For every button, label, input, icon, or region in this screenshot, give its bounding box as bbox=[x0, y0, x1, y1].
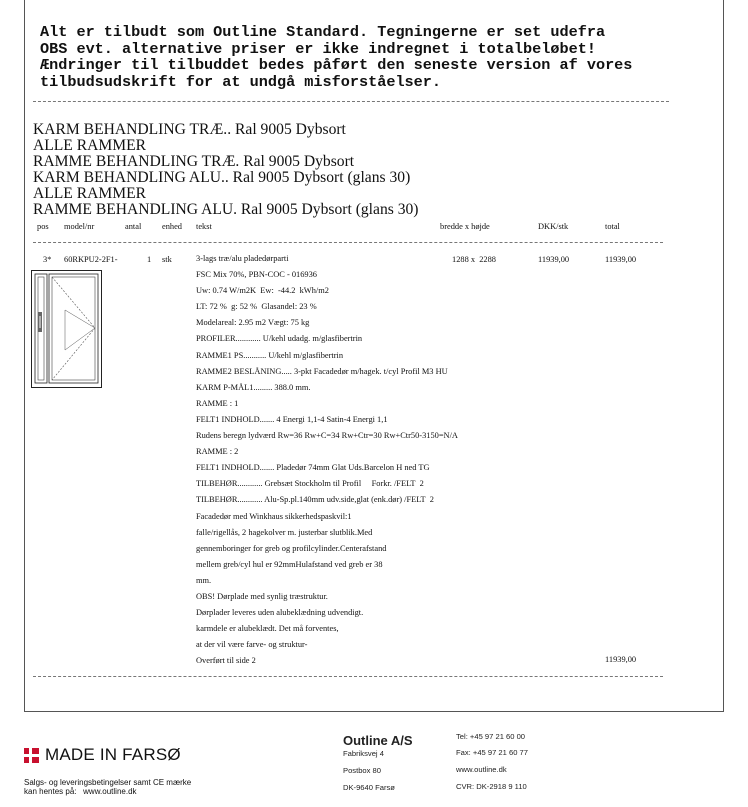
terms-line: Salgs- og leveringsbetingelser samt CE mærke bbox=[24, 778, 192, 787]
desc-line: Rudens beregn lydværd Rw=36 Rw+C=34 Rw+Ctr=30 Rw+Ctr50-3150=N/A bbox=[196, 431, 458, 441]
desc-line: FSC Mix 70%, PBN-COC - 016936 bbox=[196, 270, 317, 280]
company-tel: Tel: +45 97 21 60 00 bbox=[456, 732, 526, 741]
desc-line: falle/rigellås, 2 hagekolver m. justerbar slutblik.Med bbox=[196, 527, 373, 537]
notice-line: Ændringer til tilbuddet bedes påført den seneste version af vores bbox=[40, 56, 633, 74]
company-cvr: CVR: DK-2918 9 110 bbox=[456, 782, 527, 791]
terms-line: kan hentes på: www.outline.dk bbox=[24, 786, 137, 796]
company-name: Outline A/S bbox=[343, 733, 413, 748]
company-city: DK-9640 Farsø bbox=[343, 783, 395, 792]
treatment-block bbox=[33, 122, 713, 218]
desc-line: OBS! Dørplade med synlig træstruktur. bbox=[196, 591, 328, 601]
item-description bbox=[196, 251, 656, 669]
notice-line: Alt er tilbudt som Outline Standard. Tegningerne er set udefra bbox=[40, 23, 606, 41]
item-total: 11939,00 bbox=[605, 255, 637, 264]
desc-line: at der vil være farve- og struktur- bbox=[196, 640, 308, 650]
notice-line: tilbudsudskrift for at undgå misforståelser. bbox=[40, 72, 442, 91]
desc-line: karmdele er alubeklædt. Det må forventes, bbox=[196, 624, 339, 634]
danish-flag-icon bbox=[24, 748, 39, 763]
desc-line: FELT1 INDHOLD....... Pladedør 74mm Glat Uds.Barcelon H ned TG bbox=[196, 463, 430, 473]
treatment-line: KARM BEHANDLING ALU.. Ral 9005 Dybsort (glans 30) bbox=[33, 169, 411, 186]
col-text: tekst bbox=[196, 222, 212, 231]
col-unit: enhed bbox=[162, 222, 182, 231]
door-drawing bbox=[31, 270, 103, 388]
desc-line: 3-lags træ/alu pladedørparti bbox=[196, 254, 289, 263]
company-street: Fabriksvej 4 bbox=[343, 749, 384, 758]
brand-logo bbox=[24, 745, 181, 765]
company-web: www.outline.dk bbox=[456, 765, 507, 774]
desc-line: RAMME2 BESLÅNING..... 3-pkt Facadedør m/hagek. t/cyl Profil M3 HU bbox=[196, 366, 448, 376]
desc-line: RAMME1 PS........... U/kehl m/glasfibertrin bbox=[196, 350, 344, 360]
desc-line: KARM P-MÅL1......... 388.0 mm. bbox=[196, 382, 311, 392]
item-model: 60RKPU2-2F1- bbox=[64, 255, 118, 264]
desc-line: PROFILER............ U/kehl udadg. m/glasfibertrin bbox=[196, 334, 363, 344]
desc-line: FELT1 INDHOLD....... 4 Energi 1,1-4 Satin-4 Energi 1,1 bbox=[196, 414, 388, 424]
desc-line: mm. bbox=[196, 575, 212, 585]
item-pos: 3* bbox=[43, 255, 52, 264]
desc-line: LT: 72 % g: 52 % Glasandel: 23 % bbox=[196, 302, 317, 312]
col-total: total bbox=[605, 222, 620, 231]
col-size: bredde x højde bbox=[440, 222, 490, 231]
divider bbox=[33, 242, 663, 243]
desc-line: TILBEHØR............ Alu-Sp.pl.140mm udv.side,glat (enk.dør) /FELT 2 bbox=[196, 495, 434, 505]
carry-total: 11939,00 bbox=[605, 655, 637, 664]
divider bbox=[33, 676, 663, 677]
item-size: 1288 x 2288 bbox=[452, 255, 496, 264]
treatment-line: ALLE RAMMER bbox=[33, 185, 147, 202]
col-qty: antal bbox=[125, 222, 142, 231]
company-postbox: Postbox 80 bbox=[343, 766, 381, 775]
treatment-line: RAMME BEHANDLING ALU. Ral 9005 Dybsort (glans 30) bbox=[33, 201, 419, 218]
treatment-line: ALLE RAMMER bbox=[33, 137, 147, 154]
col-pos: pos bbox=[37, 222, 49, 231]
desc-line: Facadedør med Winkhaus sikkerhedspaskvil:1 bbox=[196, 511, 352, 521]
desc-line: gennemboringer for greb og profilcylinder.Centerafstand bbox=[196, 543, 387, 553]
notice-line: OBS evt. alternative priser er ikke indregnet i totalbeløbet! bbox=[40, 39, 596, 58]
desc-line: Uw: 0.74 W/m2K Ew: -44.2 kWh/m2 bbox=[196, 286, 329, 296]
divider bbox=[33, 101, 669, 102]
desc-line: Dørplader leveres uden alubeklædning udvendigt. bbox=[196, 608, 364, 618]
item-qty: 1 bbox=[147, 255, 152, 264]
treatment-line: RAMME BEHANDLING TRÆ. Ral 9005 Dybsort bbox=[33, 153, 355, 170]
door-panel bbox=[52, 277, 95, 380]
desc-line: mellem greb/cyl hul er 92mmHulafstand ved greb er 38 bbox=[196, 559, 383, 569]
desc-line: RAMME : 2 bbox=[196, 447, 239, 457]
item-price: 11939,00 bbox=[538, 255, 570, 264]
company-fax: Fax: +45 97 21 60 77 bbox=[456, 748, 528, 757]
brand-text: MADE IN FARSØ bbox=[45, 745, 181, 764]
notice-block bbox=[40, 24, 720, 90]
terms-text bbox=[24, 779, 324, 796]
desc-line: TILBEHØR............ Grebsæt Stockholm til Profil Forkr. /FELT 2 bbox=[196, 479, 424, 489]
treatment-line: KARM BEHANDLING TRÆ.. Ral 9005 Dybsort bbox=[33, 121, 346, 138]
col-price: DKK/stk bbox=[538, 222, 569, 231]
desc-line: RAMME : 1 bbox=[196, 398, 239, 408]
desc-line: Overført til side 2 bbox=[196, 656, 256, 666]
col-model: model/nr bbox=[64, 222, 95, 231]
item-unit: stk bbox=[162, 255, 172, 264]
desc-line: Modelareal: 2.95 m2 Vægt: 75 kg bbox=[196, 318, 310, 328]
